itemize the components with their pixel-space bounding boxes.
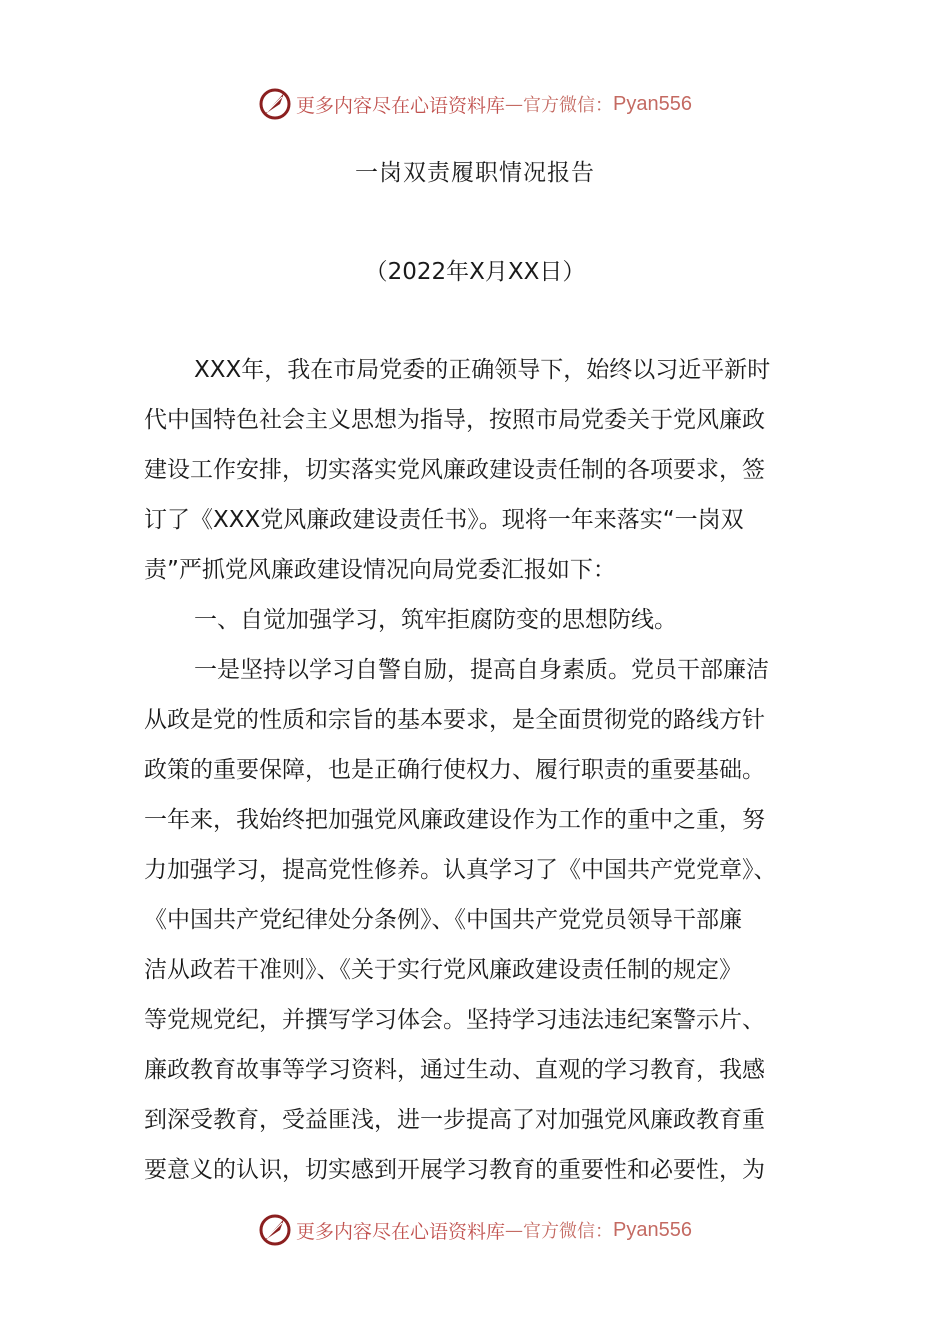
body-line: 等党规党纪，并撰写学习体会。坚持学习违法违纪案警示片、 (144, 1007, 765, 1033)
body-line: 力加强学习，提高党性修养。认真学习了《中国共产党党章》、 (144, 857, 777, 883)
watermark-main-text: 更多内容尽在心语资料库 (296, 1220, 506, 1243)
watermark-channel: 官方微信： (523, 95, 614, 116)
watermark-dash: — (505, 93, 524, 115)
body-line: 洁从政若干准则》、《关于实行党风廉政建设责任制的规定》 (144, 957, 742, 983)
body-line: 政策的重要保障，也是正确行使权力、履行职责的重要基础。 (144, 757, 765, 783)
body-line: 一是坚持以学习自警自励，提高自身素质。党员干部廉洁 (194, 657, 769, 683)
section-heading: 一、自觉加强学习，筑牢拒腐防变的思想防线。 (194, 607, 677, 633)
body-line: 责”严抓党风廉政建设情况向局党委汇报如下： (144, 557, 616, 583)
body-line: 建设工作安排，切实落实党风廉政建设责任制的各项要求，签 (144, 457, 765, 483)
watermark-dash: — (505, 1219, 524, 1241)
document-body (144, 345, 806, 1195)
quill-logo-icon (258, 87, 292, 121)
watermark-id: Pyan556 (613, 92, 692, 115)
body-line: 一年来，我始终把加强党风廉政建设作为工作的重中之重，努 (144, 807, 765, 833)
watermark-channel: 官方微信： (523, 1221, 614, 1242)
body-line: XXX年，我在市局党委的正确领导下，始终以习近平新时 (194, 357, 771, 383)
watermark-main-text: 更多内容尽在心语资料库 (296, 94, 506, 117)
body-line: 廉政教育故事等学习资料，通过生动、直观的学习教育，我感 (144, 1057, 765, 1083)
watermark-id: Pyan556 (613, 1218, 692, 1241)
body-line: 《中国共产党纪律处分条例》、《中国共产党党员领导干部廉 (144, 907, 742, 933)
document-title: 一岗双责履职情况报告 (355, 160, 595, 186)
body-line: 到深受教育，受益匪浅，进一步提高了对加强党风廉政教育重 (144, 1107, 765, 1133)
header-watermark (0, 84, 950, 124)
document-date: （2022年X月XX日） (364, 259, 586, 285)
body-line: 代中国特色社会主义思想为指导，按照市局党委关于党风廉政 (144, 407, 765, 433)
body-line: 订了《XXX党风廉政建设责任书》。现将一年来落实“一岗双 (144, 507, 744, 533)
quill-logo-icon (258, 1213, 292, 1247)
body-line: 要意义的认识，切实感到开展学习教育的重要性和必要性，为 (144, 1157, 765, 1183)
footer-watermark (0, 1210, 950, 1250)
body-line: 从政是党的性质和宗旨的基本要求，是全面贯彻党的路线方针 (144, 707, 765, 733)
